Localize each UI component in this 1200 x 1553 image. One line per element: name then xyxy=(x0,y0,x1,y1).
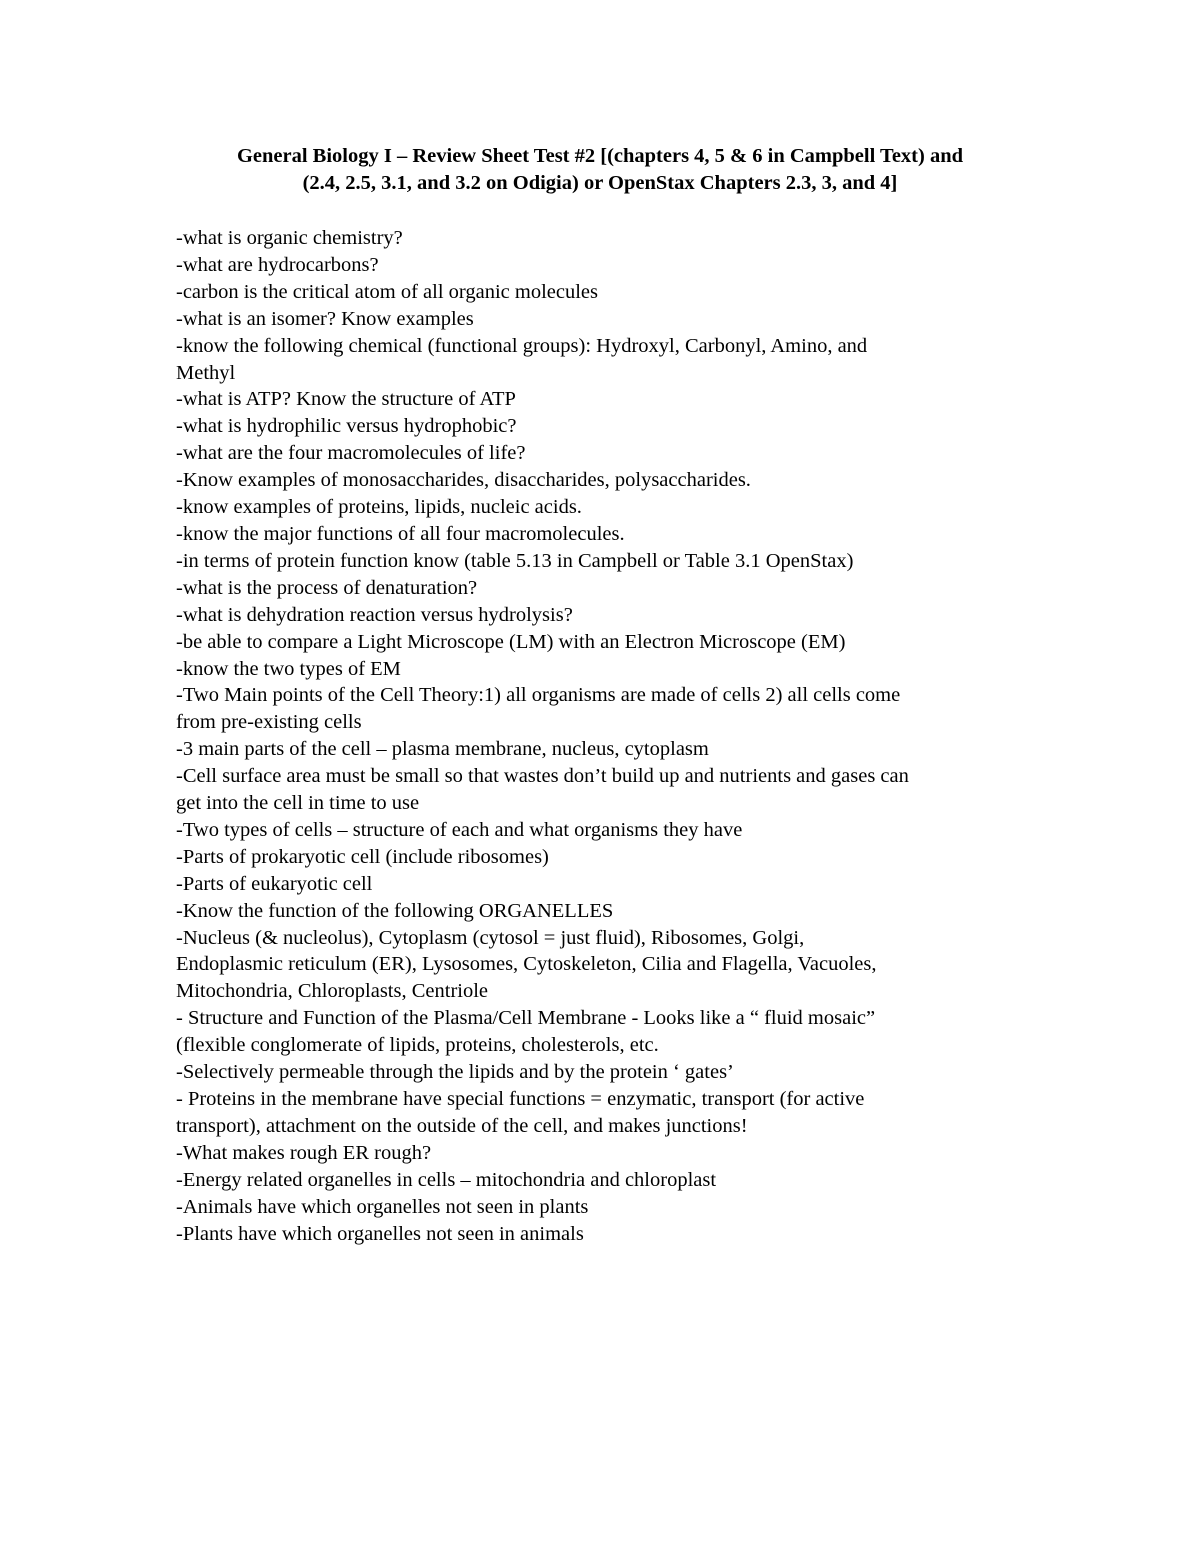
review-item-list xyxy=(176,225,1036,1247)
review-item-line: -Parts of prokaryotic cell (include ribosomes) xyxy=(176,845,549,868)
review-item-line: -Energy related organelles in cells – mitochondria and chloroplast xyxy=(176,1168,717,1191)
review-item xyxy=(176,1167,1036,1194)
review-item-line: -Know the function of the following ORGANELLES xyxy=(176,899,614,922)
review-item xyxy=(176,736,1036,763)
title-line: General Biology I – Review Sheet Test #2 [(chapters 4, 5 & 6 in Campbell Text) and xyxy=(236,145,964,167)
review-item-line: -What makes rough ER rough? xyxy=(176,1141,432,1164)
review-item xyxy=(176,925,1036,1006)
review-item-line: -know the two types of EM xyxy=(176,657,401,680)
review-item-line: - Structure and Function of the Plasma/Cell Membrane - Looks like a “ fluid mosaic” xyxy=(176,1007,876,1030)
review-item xyxy=(176,1005,1036,1059)
review-item-line: - Proteins in the membrane have special functions = enzymatic, transport (for active xyxy=(176,1088,865,1110)
review-item-line: -what is hydrophilic versus hydrophobic? xyxy=(176,415,517,438)
review-item xyxy=(176,494,1036,521)
review-item xyxy=(176,1086,1036,1140)
review-item xyxy=(176,225,1036,252)
review-item-line: -Selectively permeable through the lipids and by the protein ‘ gates’ xyxy=(176,1061,734,1084)
review-item-line: -Cell surface area must be small so that wastes don’t build up and nutrients and gases can xyxy=(176,765,909,788)
review-item-line: -know the major functions of all four macromolecules. xyxy=(176,522,625,545)
review-item xyxy=(176,440,1036,467)
review-item xyxy=(176,548,1036,575)
review-item-line: -what are the four macromolecules of life? xyxy=(176,442,526,465)
review-item xyxy=(176,1194,1036,1221)
review-item xyxy=(176,844,1036,871)
review-item-line: -what is dehydration reaction versus hydrolysis? xyxy=(176,603,573,626)
review-item xyxy=(176,1221,1036,1248)
review-item xyxy=(176,1059,1036,1086)
review-item-line: -Parts of eukaryotic cell xyxy=(176,872,373,895)
review-item xyxy=(176,898,1036,925)
review-item-line: -know examples of proteins, lipids, nucleic acids. xyxy=(176,496,582,519)
review-item xyxy=(176,871,1036,898)
review-item-line: -what is organic chemistry? xyxy=(176,227,403,249)
review-item-line: -in terms of protein function know (table 5.13 in Campbell or Table 3.1 OpenStax) xyxy=(176,549,854,572)
review-item-line: -Know examples of monosaccharides, disaccharides, polysaccharides. xyxy=(176,469,751,492)
review-item xyxy=(176,413,1036,440)
review-item-line: -what are hydrocarbons? xyxy=(176,253,379,276)
review-item xyxy=(176,1140,1036,1167)
review-item-line: -Two Main points of the Cell Theory:1) all organisms are made of cells 2) all cells come xyxy=(176,684,901,707)
review-item-line: -what is an isomer? Know examples xyxy=(176,307,474,330)
review-item-line: -3 main parts of the cell – plasma membrane, nucleus, cytoplasm xyxy=(176,738,709,761)
review-item xyxy=(176,386,1036,413)
review-item-line: -be able to compare a Light Microscope (LM) with an Electron Microscope (EM) xyxy=(176,630,846,653)
review-item xyxy=(176,521,1036,548)
review-item-line: -know the following chemical (functional groups): Hydroxyl, Carbonyl, Amino, and xyxy=(176,334,868,357)
review-item-line: -carbon is the critical atom of all organic molecules xyxy=(176,280,598,303)
review-item-line: (flexible conglomerate of lipids, proteins, cholesterols, etc. xyxy=(176,1034,659,1057)
review-item xyxy=(176,333,1036,387)
review-item-line: get into the cell in time to use xyxy=(176,792,420,815)
review-item xyxy=(176,629,1036,656)
review-item xyxy=(176,279,1036,306)
review-item-line: -Plants have which organelles not seen in animals xyxy=(176,1222,584,1245)
review-item-line: Mitochondria, Chloroplasts, Centriole xyxy=(176,980,489,1003)
review-item xyxy=(176,602,1036,629)
review-item-line: -Animals have which organelles not seen in plants xyxy=(176,1195,589,1218)
review-item xyxy=(176,575,1036,602)
review-item-line: transport), attachment on the outside of the cell, and makes junctions! xyxy=(176,1114,748,1137)
review-item-line: from pre-existing cells xyxy=(176,711,362,734)
review-item xyxy=(176,682,1036,736)
review-item-line: Methyl xyxy=(176,361,236,384)
review-item xyxy=(176,306,1036,333)
review-item-line: Endoplasmic reticulum (ER), Lysosomes, Cytoskeleton, Cilia and Flagella, Vacuoles, xyxy=(176,953,877,976)
title-line: (2.4, 2.5, 3.1, and 3.2 on Odigia) or OpenStax Chapters 2.3, 3, and 4] xyxy=(302,172,898,194)
review-item xyxy=(176,252,1036,279)
review-item xyxy=(176,763,1036,817)
review-item-line: -what is ATP? Know the structure of ATP xyxy=(176,388,516,411)
review-item xyxy=(176,656,1036,683)
review-item xyxy=(176,467,1036,494)
document-title xyxy=(150,143,1050,197)
review-item-line: -Two types of cells – structure of each and what organisms they have xyxy=(176,818,743,841)
review-item xyxy=(176,817,1036,844)
review-item-line: -Nucleus (& nucleolus), Cytoplasm (cytosol = just fluid), Ribosomes, Golgi, xyxy=(176,926,805,949)
review-item-line: -what is the process of denaturation? xyxy=(176,576,478,599)
